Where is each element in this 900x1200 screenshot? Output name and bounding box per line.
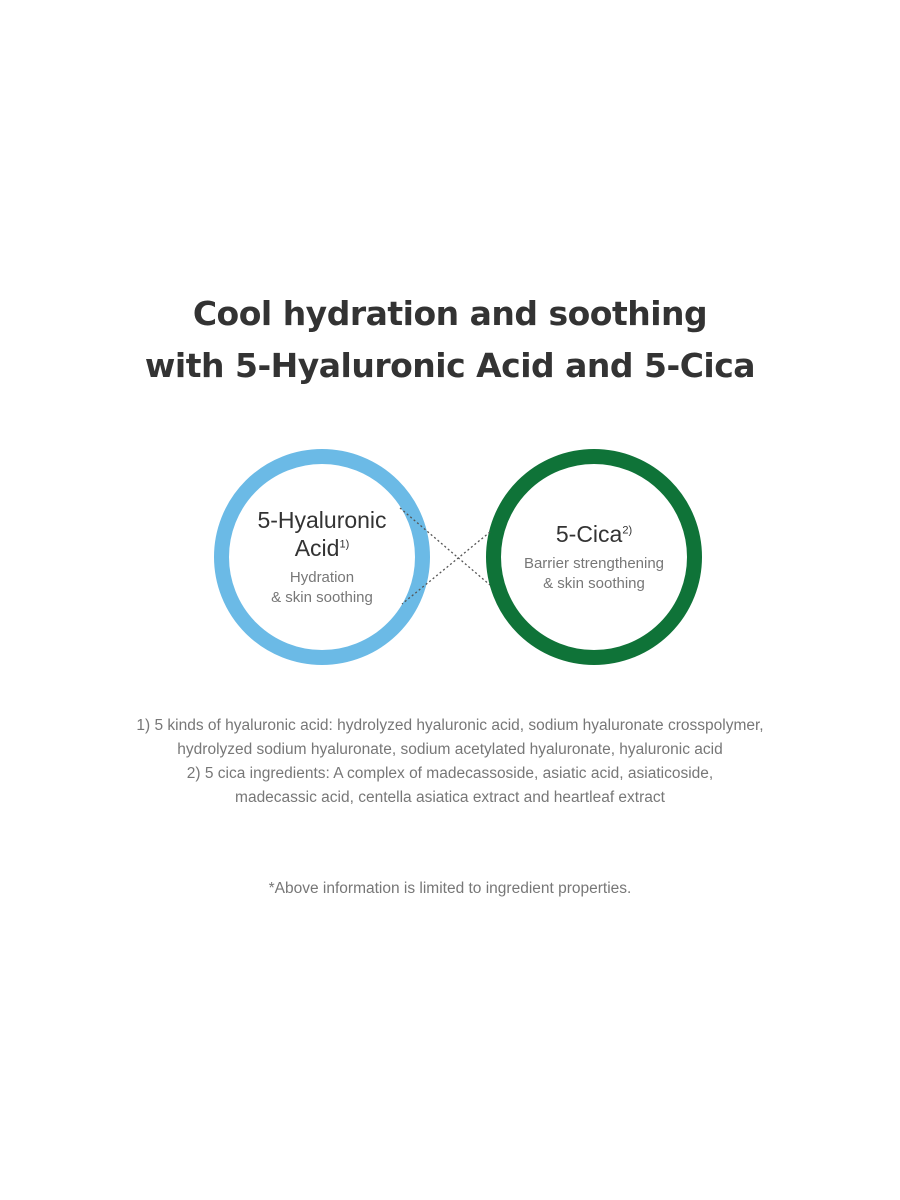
dotted-cross-connector [0,440,900,680]
hyaluronic-acid-ring [214,449,430,665]
hyaluronic-acid-title-line-2: Acid [294,535,340,561]
hyaluronic-acid-footnote-ref: 1) [339,538,350,551]
hyaluronic-acid-title [257,506,386,562]
cica-title-line-1: 5-Cica [555,521,623,547]
headline-line-1: Cool hydration and soothing [192,294,708,333]
cica-title [556,520,632,548]
headline-line-2: with 5-Hyaluronic Acid and 5-Cica [144,346,756,385]
disclaimer-text: *Above information is limited to ingredient properties. [268,880,632,897]
cica-ring [486,449,702,665]
cica-description [524,554,664,594]
footnote-line: 1) 5 kinds of hyaluronic acid: hydrolyzed hyaluronic acid, sodium hyaluronate crosspolymer, [136,717,764,734]
hyaluronic-acid-desc-line-1: Hydration [289,569,355,586]
cica-footnote-ref: 2) [622,524,633,537]
hyaluronic-acid-title-line-1: 5-Hyaluronic [257,507,387,533]
ingredient-footnotes [0,714,900,810]
cica-desc-line-1: Barrier strengthening [523,555,665,572]
footnote-line: 2) 5 cica ingredients: A complex of madecassoside, asiatic acid, asiaticoside, [186,765,714,782]
footnote-line: hydrolyzed sodium hyaluronate, sodium acetylated hyaluronate, hyaluronic acid [177,741,723,758]
cica-desc-line-2: & skin soothing [543,575,645,592]
ingredient-diagram [0,440,900,680]
hyaluronic-acid-desc-line-2: & skin soothing [271,589,373,606]
hyaluronic-acid-description [271,568,373,608]
footnote-line: madecassic acid, centella asiatica extract and heartleaf extract [235,789,665,806]
page-headline [0,288,900,392]
